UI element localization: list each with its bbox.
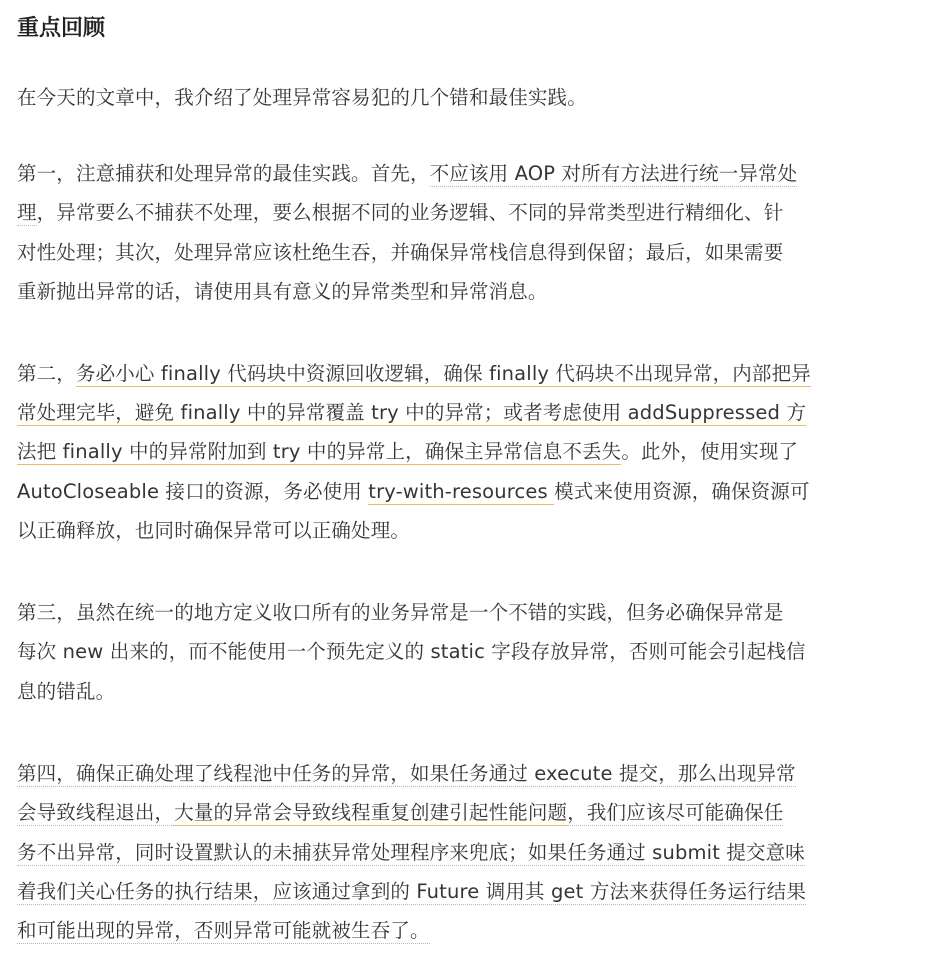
text: 。此外，使用实现了 [621, 440, 799, 463]
paragraph-second-line [17, 477, 810, 507]
highlight: 大量的异常会导致线程重复创建引起性能问题 [174, 801, 568, 824]
text: 在今天的文章中，我介绍了处理异常容易犯的几个错和最佳实践。 [17, 86, 587, 109]
text: 第一，注意捕获和处理异常的最佳实践。首先， [17, 162, 430, 185]
text: 对性处理；其次，处理异常应该杜绝生吞，并确保异常栈信息得到保留；最后，如果需要 [17, 241, 784, 264]
paragraph-fourth-line [17, 798, 783, 828]
paragraph-second-line [17, 516, 410, 546]
text: AutoCloseable 接口的资源，务必使用 [17, 480, 369, 503]
highlight: 法把 finally 中的异常附加到 try 中的异常上，确保主异常信息不丢失 [17, 440, 622, 463]
text: 每次 new 出来的，而不能使用一个预先定义的 static 字段存放异常，否则可能会引起栈信 [17, 640, 806, 663]
paragraph-first-line [17, 198, 783, 228]
highlight: 不应该用 AOP 对所有方法进行统一异常处 [429, 162, 798, 185]
text: 第三，虽然在统一的地方定义收口所有的业务异常是一个不错的实践，但务必确保异常是 [17, 601, 784, 624]
text: 以正确释放，也同时确保异常可以正确处理。 [17, 519, 411, 542]
paragraph-second-line [17, 437, 798, 467]
highlight: 务必小心 finally 代码块中资源回收逻辑，确保 finally 代码块不出现异常，内部把异 [75, 362, 811, 385]
highlight: 第四，确保正确处理了线程池中任务的异常，如果任务通过 execute 提交，那么出现异常 [17, 762, 796, 785]
section-heading: 重点回顾 [17, 16, 106, 41]
text: 息的错乱。 [17, 680, 116, 703]
paragraph-third-line [17, 598, 783, 628]
paragraph-first-line [17, 159, 797, 189]
highlight: 理 [17, 201, 37, 224]
text: 模式来使用资源，确保资源可 [554, 480, 810, 503]
paragraph-second-line [17, 398, 806, 428]
highlight: ，我们应该尽可能确保任 [567, 801, 784, 824]
paragraph-fourth-line [17, 838, 805, 868]
paragraph-fourth-line [17, 877, 806, 907]
highlight: 常处理完毕，避免 finally 中的异常覆盖 try 中的异常；或者考虑使用 addSuppressed 方 [17, 401, 807, 424]
paragraph-third-line [17, 637, 806, 667]
paragraph-first-line [17, 238, 783, 268]
highlight: 着我们关心任务的执行结果，应该通过拿到的 Future 调用其 get 方法来获得任务运行结果 [17, 880, 806, 903]
highlight: 务不出异常，同时设置默认的未捕获异常处理程序来兜底；如果任务通过 submit 提交意味 [17, 841, 805, 864]
paragraph-intro [17, 83, 587, 113]
text: ，异常要么不捕获不处理，要么根据不同的业务逻辑、不同的异常类型进行精细化、针 [36, 201, 784, 224]
paragraph-third-line [17, 677, 115, 707]
text: 重新抛出异常的话，请使用具有意义的异常类型和异常消息。 [17, 280, 548, 303]
paragraph-first-line [17, 277, 548, 307]
paragraph-second-line [17, 359, 811, 389]
highlight: 会导致线程退出， [17, 801, 175, 824]
highlight: try-with-resources [368, 480, 555, 503]
paragraph-fourth-line [17, 916, 430, 946]
highlight: 和可能出现的异常，否则异常可能就被生吞了。 [17, 919, 430, 942]
paragraph-fourth-line [17, 759, 796, 789]
text: 第二， [17, 362, 76, 385]
